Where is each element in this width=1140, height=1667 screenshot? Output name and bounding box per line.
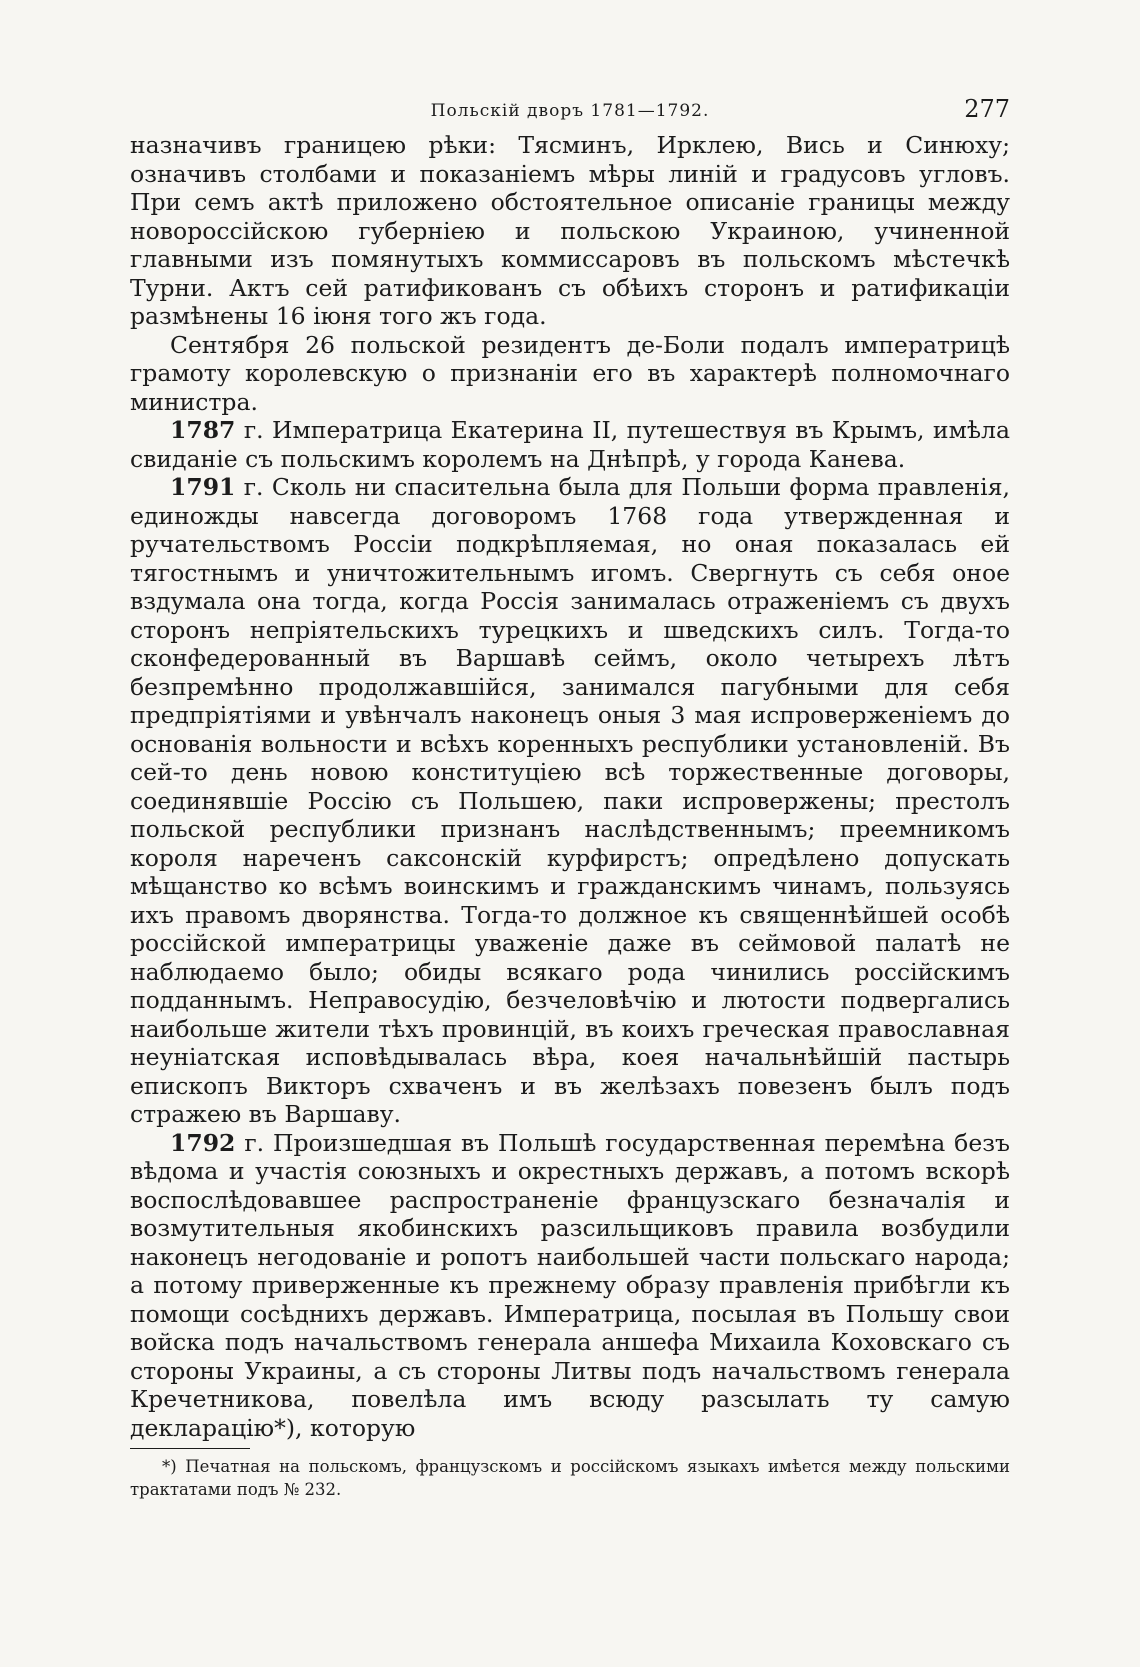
footnote-text: *) Печатная на польскомъ, французскомъ и россійскомъ языкахъ имѣется между польскими трактатами подъ № 232. [130, 1457, 1010, 1499]
running-head [130, 95, 1010, 131]
paragraph [130, 416, 1010, 473]
year-heading: 1787 [170, 416, 236, 444]
year-heading: 1791 [170, 473, 236, 501]
body-text [130, 131, 1010, 1442]
paragraph [130, 331, 1010, 417]
page [130, 95, 1010, 1501]
footnote [130, 1455, 1010, 1501]
running-title: Польскій дворъ 1781—1792. [430, 101, 710, 121]
paragraph-text: Сентября 26 польской резидентъ де-Боли подалъ императрицѣ грамоту королевскую о признаніи его въ характерѣ полномочнаго министра. [130, 330, 1010, 416]
paragraph [130, 131, 1010, 331]
paragraph-text: г. Императрица Екатерина II, путешествуя въ Крымъ, имѣла свиданіе съ польскимъ королемъ на Днѣпрѣ, у города Канева. [130, 416, 1010, 473]
paragraph-text: г. Сколь ни спасительна была для Польши форма правленія, единожды навсегда договоромъ 1768 года утвержденная и ручательствомъ Россіи подкрѣпляемая, но оная показалась ей тягостнымъ и уничтожительнымъ игомъ. Свергнуть съ себя оное вздумала она тогда, когда Россія занималась отраженіемъ съ двухъ сторонъ непріятельскихъ турецкихъ и шведскихъ силъ. Тогда-то сконфедерованный въ Варшавѣ сеймъ, около четырехъ лѣтъ безпремѣнно продолжавшійся, занимался пагубными для себя предпріятіями и увѣнчалъ наконецъ оныя 3 мая испроверженіемъ до основанія вольности и всѣхъ коренныхъ республики установленій. Въ сей-то день новою конституціею всѣ торжественные договоры, соединявшіе Россію съ Польшею, паки испровержены; престолъ польской республики признанъ наслѣдственнымъ; преемникомъ короля нареченъ саксонскій курфирстъ; опредѣлено допускать мѣщанство ко всѣмъ воинскимъ и гражданскимъ чинамъ, пользуясь ихъ правомъ дворянства. Тогда-то должное къ священнѣйшей особѣ россійской императрицы уваженіе даже въ сеймовой палатѣ не наблюдаемо было; обиды всякаго рода чинились россійскимъ подданнымъ. Неправосудію, безчеловѣчію и лютости подвергались наибольше жители тѣхъ провинцій, въ коихъ греческая православная неуніатская исповѣдывалась вѣра, коея начальнѣйшій пастырь епископъ Викторъ схваченъ и въ желѣзахъ повезенъ былъ подъ стражею въ Варшаву. [130, 473, 1010, 1128]
paragraph [130, 1129, 1010, 1443]
paragraph-text: назначивъ границею рѣки: Тясминъ, Ирклею, Вись и Синюху; означивъ столбами и показаніемъ мѣры линій и градусовъ угловъ. При семъ актѣ приложено обстоятельное описаніе границы между новороссійскою губерніею и польскою Украиною, учиненной главными изъ помянутыхъ коммиссаровъ въ польскомъ мѣстечкѣ Турни. Актъ сей ратификованъ съ обѣихъ сторонъ и ратификаціи размѣнены 16 іюня того жъ года. [130, 131, 1010, 330]
page-number: 277 [964, 95, 1010, 123]
year-heading: 1792 [170, 1128, 236, 1157]
footnote-rule [130, 1448, 250, 1449]
paragraph [130, 473, 1010, 1129]
paragraph-text: г. Произшедшая въ Польшѣ государственная перемѣна безъ вѣдома и участія союзныхъ и окрестныхъ державъ, а потомъ вскорѣ воспослѣдовавшее распространеніе французскаго безначалія и возмутительныя якобинскихъ разсильщиковъ правила возбудили наконецъ негодованіе и ропотъ наибольшей части польскаго народа; а потому приверженные къ прежнему образу правленія прибѣгли къ помощи сосѣднихъ державъ. Императрица, посылая въ Польшу свои войска подъ начальствомъ генерала аншефа Михаила Коховскаго съ стороны Украины, а съ стороны Литвы подъ начальствомъ генерала Кречетникова, повелѣла имъ всюду разсылать ту самую декларацію*), которую [130, 1128, 1010, 1442]
